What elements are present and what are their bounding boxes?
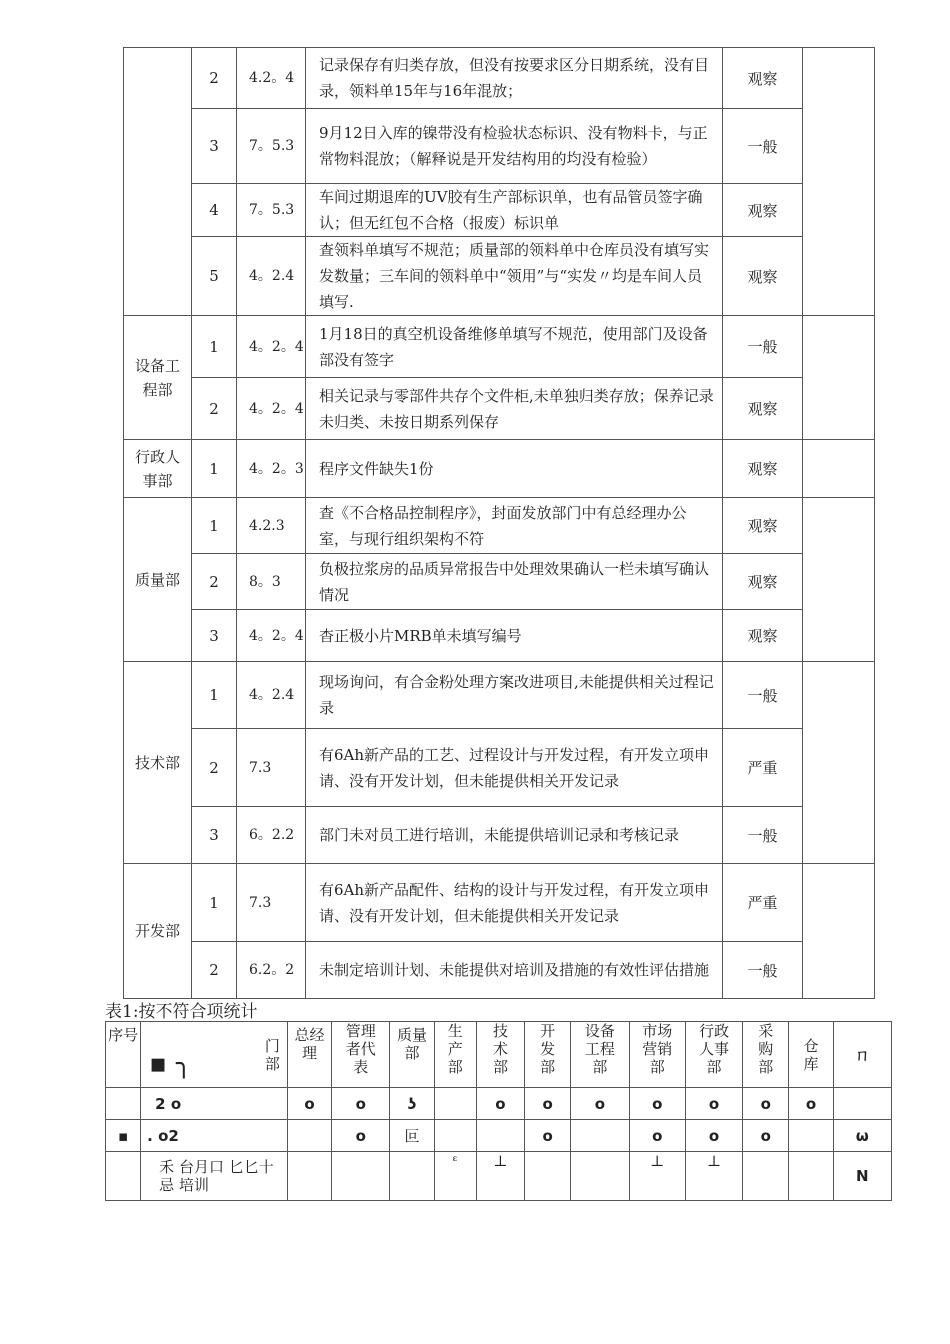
severity-grade: 观察 [723, 378, 803, 440]
table-row [124, 662, 875, 729]
finding-description: 相关记录与零部件共存个文件柜,未单独归类存放；保养记录未归类、未按日期系列保存 [306, 378, 723, 440]
finding-description: 部门未对员工进行培训，未能提供培训记录和考核记录 [306, 807, 723, 864]
count-cell: o [287, 1088, 331, 1120]
clause-number: 6。2.2 [237, 807, 306, 864]
count-cell: o [629, 1088, 685, 1120]
count-cell: ⊥ [629, 1152, 685, 1201]
count-cell: o [685, 1120, 742, 1152]
count-cell: o [332, 1120, 390, 1152]
department-header: 门部 [264, 1036, 280, 1073]
clause-number: 4.2。4 [237, 48, 306, 109]
table-row [124, 109, 875, 184]
severity-grade: 观察 [723, 48, 803, 109]
clause-number: 4。2.4 [237, 237, 306, 316]
severity-grade: 观察 [723, 237, 803, 316]
table-row [124, 316, 875, 378]
clause-number: 4。2。4 [237, 378, 306, 440]
item-number: 5 [192, 237, 237, 316]
severity-grade: 一般 [723, 662, 803, 729]
count-cell: 叵 [390, 1120, 434, 1152]
seq-cell [106, 1152, 141, 1201]
severity-grade: 观察 [723, 498, 803, 554]
column-header: 质量部 [390, 1022, 434, 1088]
count-cell [571, 1152, 629, 1201]
count-cell: o [685, 1088, 742, 1120]
table-row [124, 942, 875, 999]
count-cell: o [743, 1120, 789, 1152]
finding-description: 9月12日入库的镍带没有检验状态标识、没有物料卡，与正常物料混放；（解释说是开发结构用的均没有检验） [306, 109, 723, 184]
severity-grade: 一般 [723, 316, 803, 378]
item-number: 2 [192, 378, 237, 440]
clause-number: 4。2。4 [237, 610, 306, 662]
clause-number: 7。5.3 [237, 109, 306, 184]
finding-description: 有6Ah新产品配件、结构的设计与开发过程，有开发立项申请、没有开发计划，但未能提供相关开发记录 [306, 864, 723, 942]
clause-number: 7.3 [237, 864, 306, 942]
column-header: 管理者代表 [332, 1022, 390, 1088]
table-row [124, 729, 875, 807]
total-glyph: ㄇ [833, 1022, 891, 1088]
count-cell: ⊥ [685, 1152, 742, 1201]
count-cell: o [525, 1088, 571, 1120]
remarks-cell [803, 662, 875, 864]
count-cell [287, 1120, 331, 1152]
count-cell [743, 1152, 789, 1201]
count-cell: o [332, 1088, 390, 1120]
finding-description: 查领料单填写不规范；质量部的领料单中仓库员没有填写实发数量；三车间的领料单中“领用”与“实发〃均是车间人员填写. [306, 237, 723, 316]
finding-description: 记录保存有归类存放，但没有按要求区分日期系统，没有目录，领料单15年与16年混放； [306, 48, 723, 109]
department-cell: 技术部 [124, 662, 192, 864]
item-number: 2 [192, 554, 237, 610]
table-row [124, 610, 875, 662]
clause-number: 7。5.3 [237, 184, 306, 237]
count-cell: o [525, 1120, 571, 1152]
row-label: 2 o [141, 1088, 288, 1120]
clause-number: 7.3 [237, 729, 306, 807]
stats-row [106, 1152, 892, 1201]
finding-description: 现场询问，有合金粉处理方案改进项目,未能提供相关过程记录 [306, 662, 723, 729]
table-row [124, 184, 875, 237]
count-cell [434, 1120, 476, 1152]
remarks-cell [803, 498, 875, 662]
row-label: 禾 台月口 匕匕十忌 培训 [141, 1152, 288, 1201]
count-cell [434, 1088, 476, 1120]
seq-cell [106, 1088, 141, 1120]
severity-grade: 观察 [723, 610, 803, 662]
item-number: 3 [192, 807, 237, 864]
remarks-cell [803, 316, 875, 440]
column-header: 开发部 [525, 1022, 571, 1088]
remarks-cell [803, 440, 875, 498]
table-row [124, 440, 875, 498]
seq-cell: ▪ [106, 1120, 141, 1152]
remarks-cell [803, 48, 875, 316]
severity-grade: 一般 [723, 942, 803, 999]
item-number: 1 [192, 440, 237, 498]
total-cell: ω [833, 1120, 891, 1152]
clause-number: 4.2.3 [237, 498, 306, 554]
item-number: 1 [192, 864, 237, 942]
department-cell [124, 48, 192, 316]
stats-row [106, 1088, 892, 1120]
finding-description: 杳正极小片MRB单未填写编号 [306, 610, 723, 662]
finding-description: 程序文件缺失1份 [306, 440, 723, 498]
table-row [124, 554, 875, 610]
table-caption: 表1:按不符合项统计 [105, 1002, 258, 1022]
count-cell [525, 1152, 571, 1201]
count-cell [476, 1120, 524, 1152]
stats-header-row [106, 1022, 892, 1088]
department-cell: 设备工程部 [124, 316, 192, 440]
finding-description: 车间过期退库的UV胶有生产部标识单，也有品管员签字确认；但无红包不合格（报废）标识单 [306, 184, 723, 237]
column-header: 仓库 [789, 1022, 833, 1088]
item-number: 2 [192, 729, 237, 807]
severity-grade: 一般 [723, 807, 803, 864]
column-header: 行政人事部 [685, 1022, 742, 1088]
nonconformity-detail-table [123, 47, 875, 999]
count-cell [789, 1120, 833, 1152]
column-header: 设备工程部 [571, 1022, 629, 1088]
count-cell [390, 1152, 434, 1201]
table-row [124, 864, 875, 942]
item-number: 2 [192, 942, 237, 999]
clause-number: 4。2。4 [237, 316, 306, 378]
column-header: 总经理 [287, 1022, 331, 1088]
table-row [124, 807, 875, 864]
finding-description: 1月18日的真空机设备维修单填写不规范，使用部门及设备部没有签字 [306, 316, 723, 378]
column-header: 技术部 [476, 1022, 524, 1088]
nonconformity-statistics-table [105, 1021, 892, 1201]
count-cell [332, 1152, 390, 1201]
total-cell [833, 1088, 891, 1120]
count-cell: ⊥ [476, 1152, 524, 1201]
count-cell [287, 1152, 331, 1201]
severity-grade: 一般 [723, 109, 803, 184]
severity-grade: 观察 [723, 184, 803, 237]
table-row [124, 498, 875, 554]
row-label: . o2 [141, 1120, 288, 1152]
count-cell: o [743, 1088, 789, 1120]
table-row [124, 378, 875, 440]
corner-glyph: ▪ ╮ [149, 1048, 192, 1079]
clause-number: 4。2.4 [237, 662, 306, 729]
clause-number: 4。2。3 [237, 440, 306, 498]
column-header: 市场营销部 [629, 1022, 685, 1088]
remarks-cell [803, 864, 875, 999]
item-number: 1 [192, 316, 237, 378]
finding-description: 有6Ah新产品的工艺、过程设计与开发过程，有开发立项申请、没有开发计划，但未能提供相关开发记录 [306, 729, 723, 807]
item-number: 2 [192, 48, 237, 109]
count-cell: o [629, 1120, 685, 1152]
item-number: 3 [192, 109, 237, 184]
count-cell [571, 1120, 629, 1152]
seq-header: 序号 [106, 1022, 141, 1088]
item-number: 1 [192, 498, 237, 554]
count-cell: ᵋ [434, 1152, 476, 1201]
table-row [124, 237, 875, 316]
column-header: 采购部 [743, 1022, 789, 1088]
finding-description: 查《不合格品控制程序》，封面发放部门中有总经理办公室，与现行组织架构不符 [306, 498, 723, 554]
count-cell: o [789, 1088, 833, 1120]
count-cell: ʖ [390, 1088, 434, 1120]
department-cell: 质量部 [124, 498, 192, 662]
finding-description: 未制定培训计划、未能提供对培训及措施的有效性评估措施 [306, 942, 723, 999]
stats-row [106, 1120, 892, 1152]
count-cell: o [476, 1088, 524, 1120]
severity-grade: 严重 [723, 729, 803, 807]
severity-grade: 观察 [723, 554, 803, 610]
count-cell: o [571, 1088, 629, 1120]
column-header: 生产部 [434, 1022, 476, 1088]
department-cell: 行政人事部 [124, 440, 192, 498]
clause-number: 8。3 [237, 554, 306, 610]
item-number: 3 [192, 610, 237, 662]
table-row [124, 48, 875, 109]
item-number: 1 [192, 662, 237, 729]
item-number: 4 [192, 184, 237, 237]
department-cell: 开发部 [124, 864, 192, 999]
severity-grade: 观察 [723, 440, 803, 498]
severity-grade: 严重 [723, 864, 803, 942]
count-cell [789, 1152, 833, 1201]
total-cell: N [833, 1152, 891, 1201]
finding-description: 负极拉浆房的品质异常报告中处理效果确认一栏未填写确认情况 [306, 554, 723, 610]
clause-number: 6.2。2 [237, 942, 306, 999]
department-header-cell [141, 1022, 288, 1088]
